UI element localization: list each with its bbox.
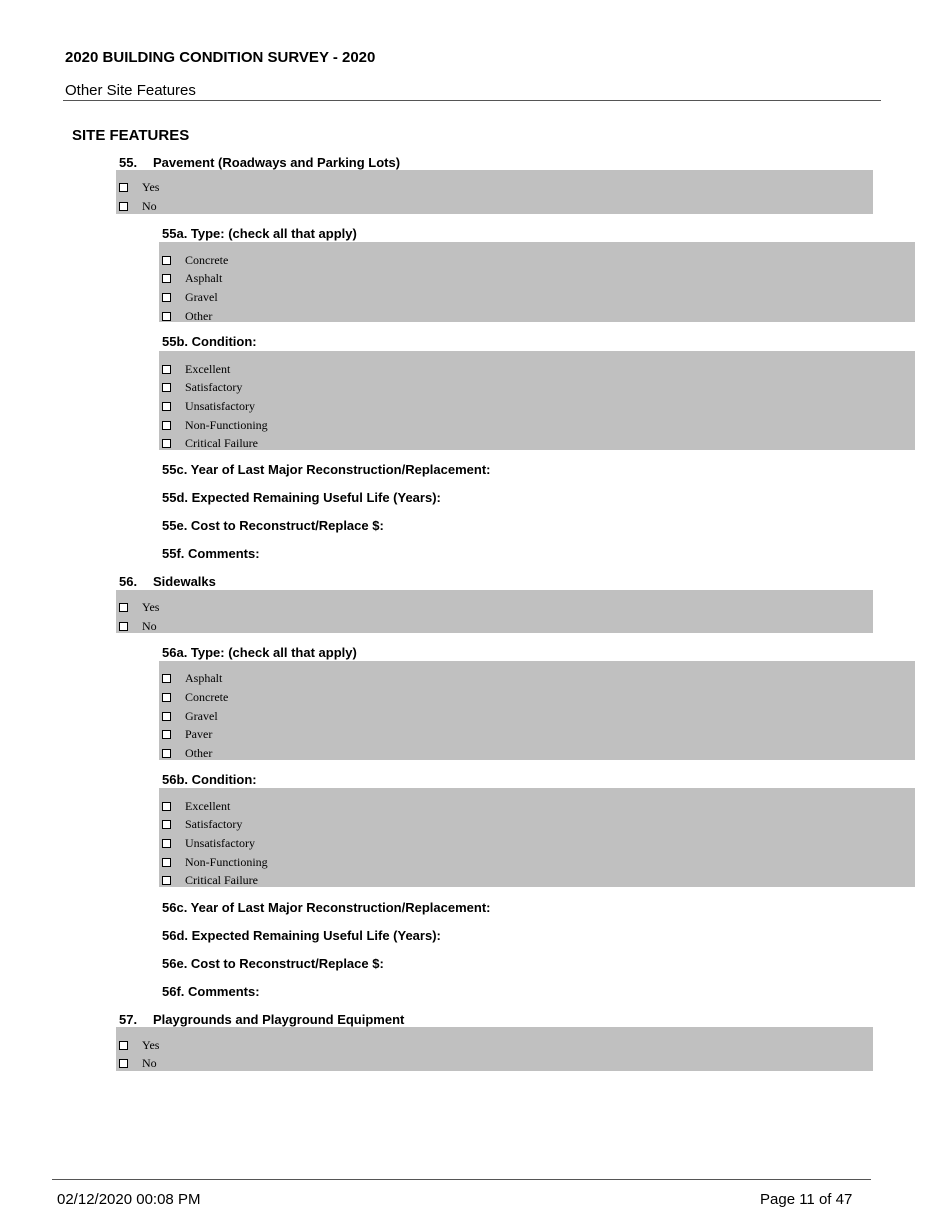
question-label: Playgrounds and Playground Equipment bbox=[153, 1012, 405, 1027]
option-label: Excellent bbox=[185, 362, 231, 376]
q56c-label: 56c. Year of Last Major Reconstruction/Replacement: bbox=[162, 900, 491, 915]
q57-options bbox=[116, 1027, 873, 1071]
checkbox[interactable] bbox=[162, 858, 171, 867]
q56d-label: 56d. Expected Remaining Useful Life (Years): bbox=[162, 928, 441, 943]
option-label: Concrete bbox=[185, 690, 229, 704]
option-label: No bbox=[142, 199, 157, 213]
option-label: Unsatisfactory bbox=[185, 399, 255, 413]
checkbox[interactable] bbox=[162, 402, 171, 411]
question-56 bbox=[119, 574, 216, 589]
option-label: Gravel bbox=[185, 709, 218, 723]
q56b-label: 56b. Condition: bbox=[162, 772, 257, 787]
q56a-label: 56a. Type: (check all that apply) bbox=[162, 645, 357, 660]
question-number: 56. bbox=[119, 574, 138, 589]
checkbox[interactable] bbox=[162, 749, 171, 758]
checkbox[interactable] bbox=[162, 293, 171, 302]
q55b-options bbox=[159, 351, 915, 450]
q55b-label: 55b. Condition: bbox=[162, 334, 257, 349]
option-label: Non-Functioning bbox=[185, 855, 268, 869]
option-label: Concrete bbox=[185, 253, 229, 267]
checkbox[interactable] bbox=[119, 622, 128, 631]
checkbox[interactable] bbox=[162, 712, 171, 721]
checkbox[interactable] bbox=[162, 876, 171, 885]
q55a-label: 55a. Type: (check all that apply) bbox=[162, 226, 357, 241]
checkbox[interactable] bbox=[119, 1041, 128, 1050]
option-label: Critical Failure bbox=[185, 873, 258, 887]
q56b-options bbox=[159, 788, 915, 887]
footer-datetime: 02/12/2020 00:08 PM bbox=[57, 1191, 201, 1208]
option-label: No bbox=[142, 619, 157, 633]
checkbox[interactable] bbox=[162, 274, 171, 283]
option-label: Excellent bbox=[185, 799, 231, 813]
option-label: Other bbox=[185, 309, 213, 323]
checkbox[interactable] bbox=[162, 730, 171, 739]
option-label: Yes bbox=[142, 600, 160, 614]
option-label: No bbox=[142, 1056, 157, 1070]
option-label: Non-Functioning bbox=[185, 418, 268, 432]
section-heading: SITE FEATURES bbox=[72, 127, 190, 144]
q55f-label: 55f. Comments: bbox=[162, 546, 260, 561]
survey-title: 2020 BUILDING CONDITION SURVEY - 2020 bbox=[65, 49, 376, 66]
checkbox[interactable] bbox=[162, 365, 171, 374]
option-label: Unsatisfactory bbox=[185, 836, 255, 850]
q55e-label: 55e. Cost to Reconstruct/Replace $: bbox=[162, 518, 384, 533]
q56-options bbox=[116, 590, 873, 633]
option-label: Asphalt bbox=[185, 271, 223, 285]
footer-divider bbox=[52, 1179, 871, 1180]
option-label: Satisfactory bbox=[185, 380, 243, 394]
question-number: 57. bbox=[119, 1012, 138, 1027]
q56f-label: 56f. Comments: bbox=[162, 984, 260, 999]
checkbox[interactable] bbox=[162, 383, 171, 392]
option-label: Asphalt bbox=[185, 671, 223, 685]
header-divider bbox=[63, 100, 881, 101]
q56e-label: 56e. Cost to Reconstruct/Replace $: bbox=[162, 956, 384, 971]
checkbox[interactable] bbox=[162, 421, 171, 430]
option-label: Critical Failure bbox=[185, 436, 258, 450]
question-57 bbox=[119, 1012, 404, 1027]
checkbox[interactable] bbox=[162, 256, 171, 265]
checkbox[interactable] bbox=[119, 183, 128, 192]
q55-options bbox=[116, 170, 873, 214]
q56a-options bbox=[159, 661, 915, 760]
checkbox[interactable] bbox=[162, 802, 171, 811]
option-label: Paver bbox=[185, 727, 213, 741]
checkbox[interactable] bbox=[162, 674, 171, 683]
q55c-label: 55c. Year of Last Major Reconstruction/Replacement: bbox=[162, 462, 491, 477]
question-label: Pavement (Roadways and Parking Lots) bbox=[153, 155, 401, 170]
checkbox[interactable] bbox=[119, 603, 128, 612]
q55a-options bbox=[159, 242, 915, 322]
page-subtitle: Other Site Features bbox=[65, 82, 196, 99]
checkbox[interactable] bbox=[162, 839, 171, 848]
checkbox[interactable] bbox=[162, 439, 171, 448]
checkbox[interactable] bbox=[162, 820, 171, 829]
q55d-label: 55d. Expected Remaining Useful Life (Years): bbox=[162, 490, 441, 505]
option-label: Other bbox=[185, 746, 213, 760]
checkbox[interactable] bbox=[119, 202, 128, 211]
checkbox[interactable] bbox=[119, 1059, 128, 1068]
question-55 bbox=[119, 155, 400, 170]
question-label: Sidewalks bbox=[153, 574, 216, 589]
option-label: Gravel bbox=[185, 290, 218, 304]
option-label: Yes bbox=[142, 180, 160, 194]
question-number: 55. bbox=[119, 155, 138, 170]
checkbox[interactable] bbox=[162, 693, 171, 702]
page-number: Page 11 of 47 bbox=[760, 1191, 853, 1208]
checkbox[interactable] bbox=[162, 312, 171, 321]
option-label: Yes bbox=[142, 1038, 160, 1052]
option-label: Satisfactory bbox=[185, 817, 243, 831]
